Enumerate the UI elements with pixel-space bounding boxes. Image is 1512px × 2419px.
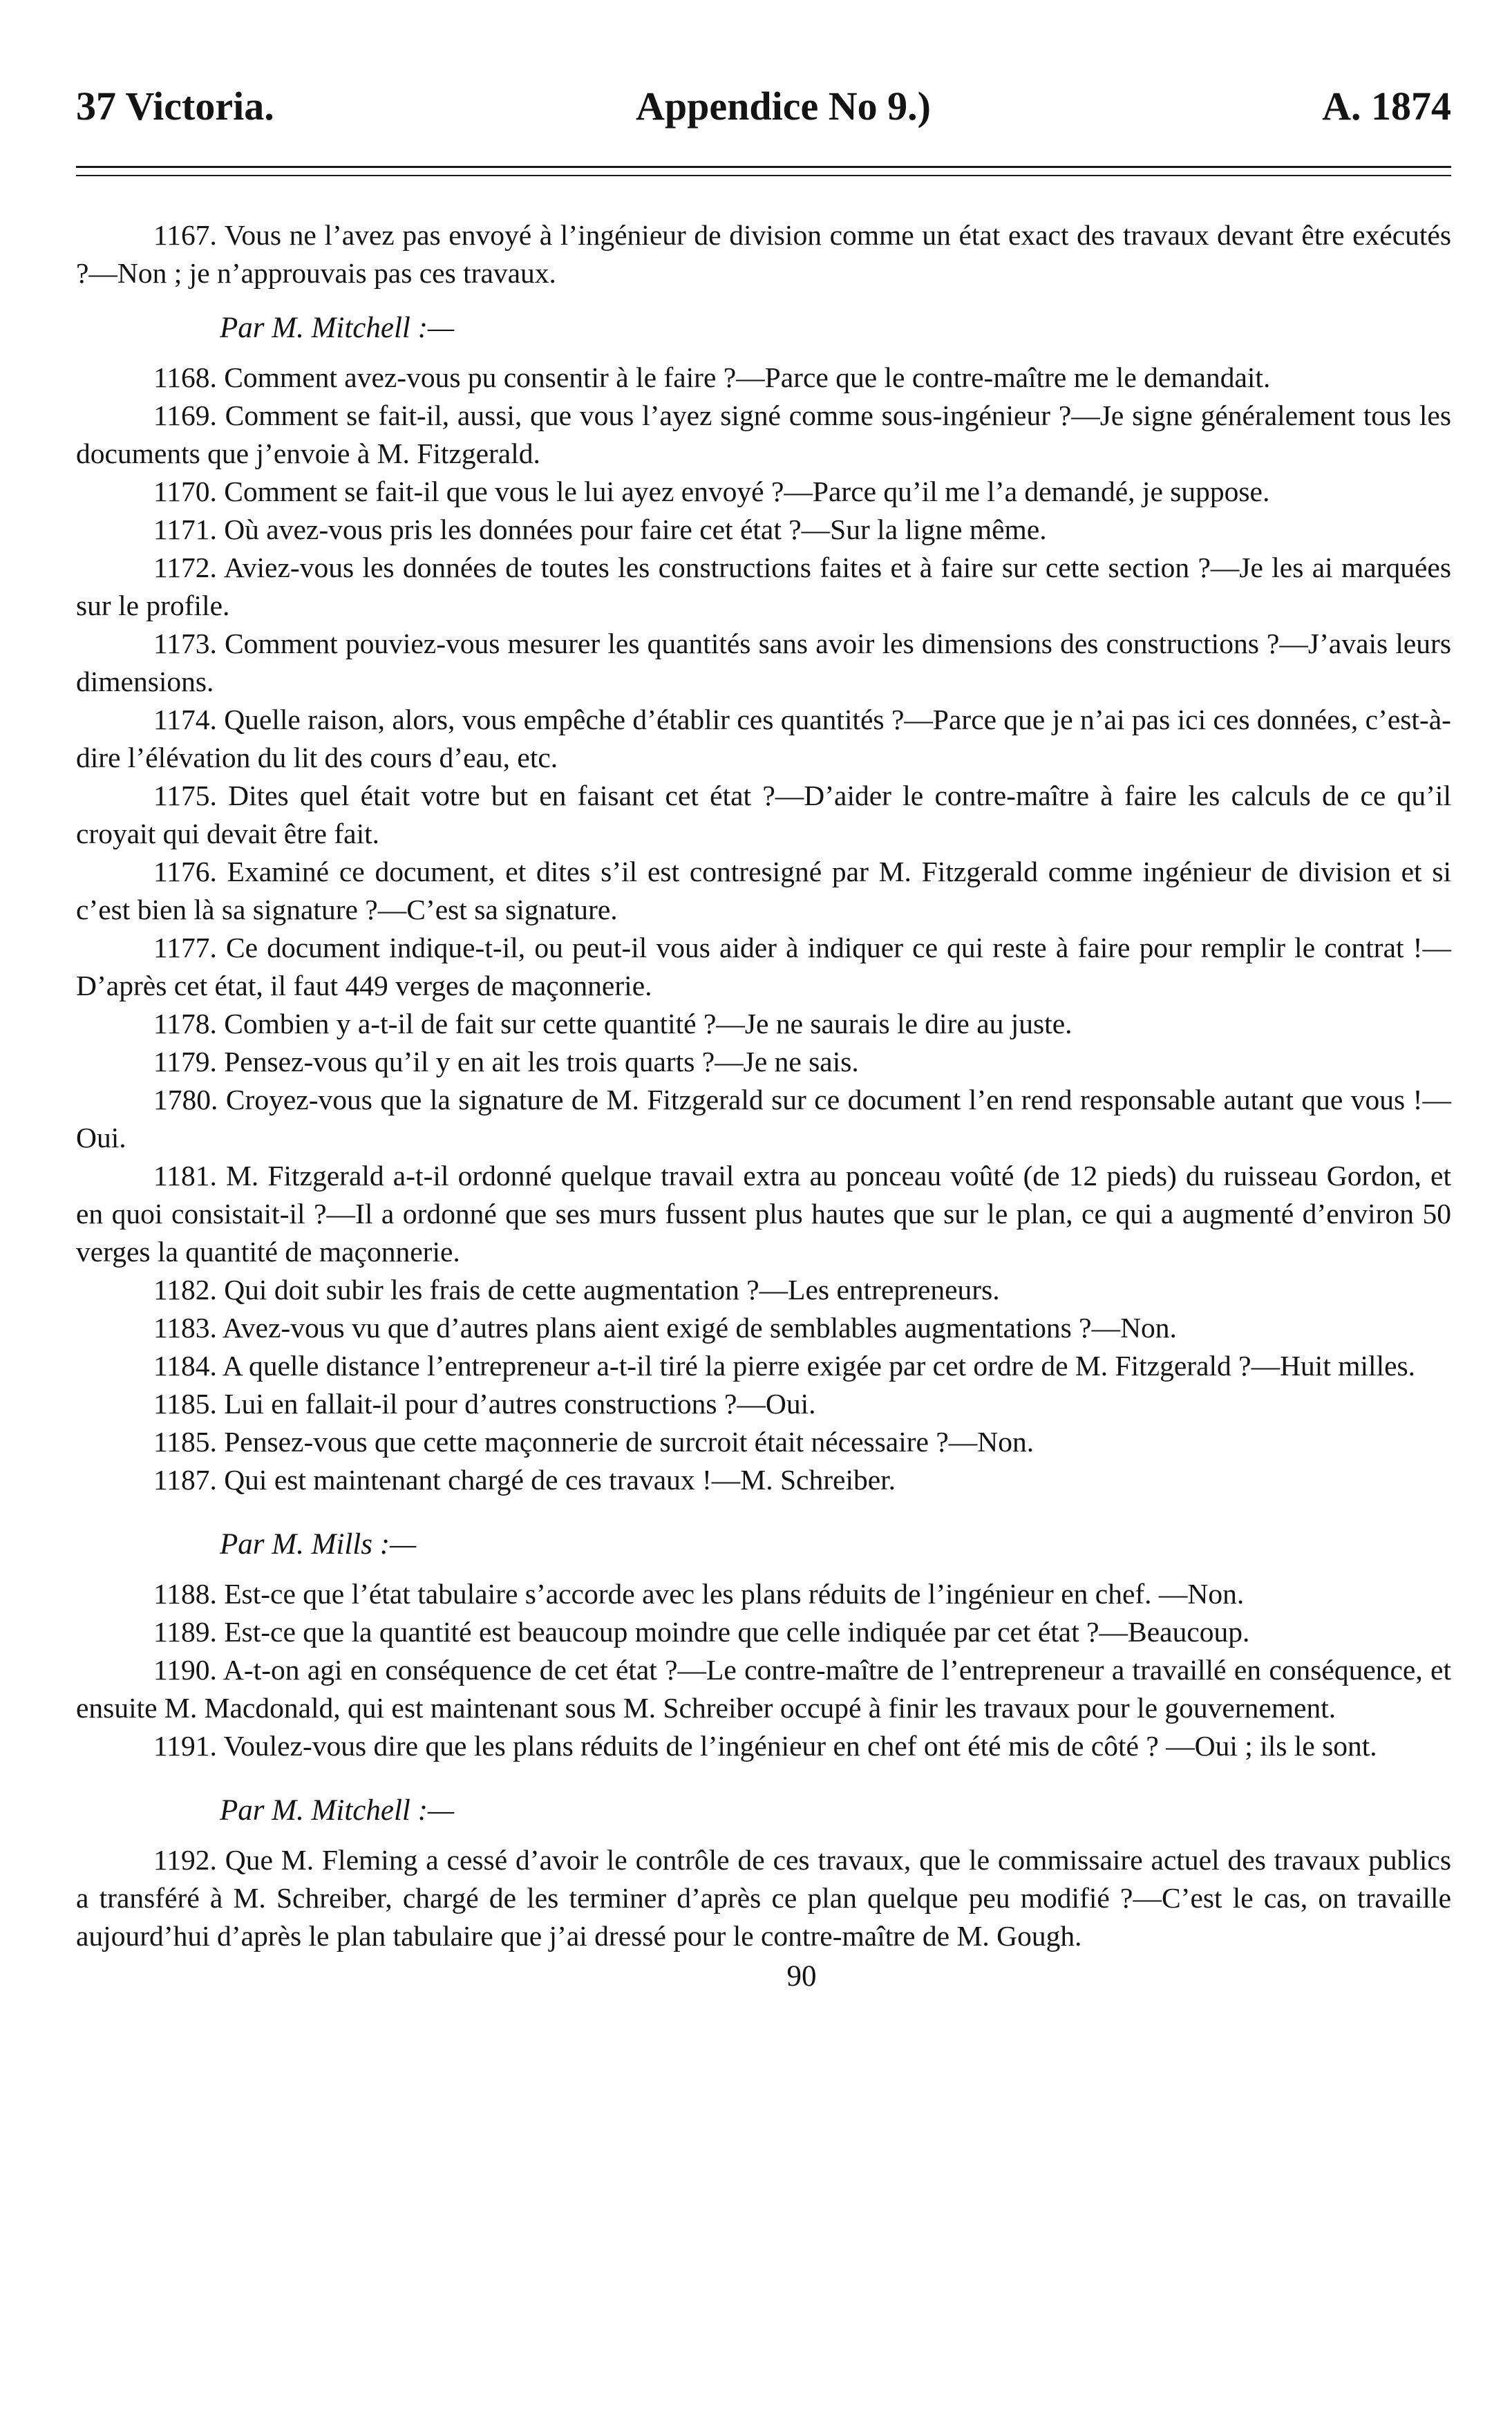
question-answer-paragraph: 1169. Comment se fait-il, aussi, que vous l’ayez signé comme sous-ingénieur ?—Je signe généralement tous les documents que j’envoie à M. Fitzgerald. bbox=[76, 399, 1451, 469]
question-answer-paragraph: 1172. Aviez-vous les données de toutes les constructions faites et à faire sur cette section ?—Je les ai marquées sur le profile. bbox=[76, 552, 1451, 621]
header-session: 37 Victoria. bbox=[76, 84, 274, 129]
question-answer-paragraph: 1184. A quelle distance l’entrepreneur a-t-il tiré la pierre exigée par cet ordre de M. Fitzgerald ?—Huit milles. bbox=[153, 1350, 1416, 1382]
testimony-body bbox=[76, 216, 1451, 1955]
question-answer-paragraph: 1185. Lui en fallait-il pour d’autres constructions ?—Oui. bbox=[153, 1388, 816, 1420]
document-page bbox=[76, 83, 1451, 1993]
question-answer-paragraph: 1176. Examiné ce document, et dites s’il est contresigné par M. Fitzgerald comme ingénieur de division et si c’est bien là sa signature ?—C’est sa signature. bbox=[76, 856, 1451, 925]
question-answer-paragraph: 1190. A-t-on agi en conséquence de cet état ?—Le contre-maître de l’entrepreneur a travaillé en conséquence, et ensuite M. Macdonald, qui est maintenant sous M. Schreiber occupé à finir les travaux pour le gouvernement. bbox=[76, 1654, 1451, 1724]
question-answer-paragraph: 1173. Comment pouviez-vous mesurer les quantités sans avoir les dimensions des constructions ?—J’avais leurs dimensions. bbox=[76, 628, 1451, 697]
question-answer-paragraph: 1188. Est-ce que l’état tabulaire s’accorde avec les plans réduits de l’ingénieur en chef. —Non. bbox=[153, 1578, 1245, 1610]
question-answer-paragraph: 1179. Pensez-vous qu’il y en ait les trois quarts ?—Je ne sais. bbox=[153, 1046, 859, 1077]
question-answer-paragraph: 1171. Où avez-vous pris les données pour faire cet état ?—Sur la ligne même. bbox=[153, 514, 1047, 545]
speaker-heading: Par M. Mitchell :— bbox=[220, 1794, 455, 1827]
page-number: 90 bbox=[786, 1960, 817, 1993]
question-answer-paragraph: 1191. Voulez-vous dire que les plans réduits de l’ingénieur en chef ont été mis de côté ? —Oui ; ils le sont. bbox=[153, 1730, 1377, 1762]
question-answer-paragraph: 1170. Comment se fait-il que vous le lui ayez envoyé ?—Parce qu’il me l’a demandé, je suppose. bbox=[153, 476, 1270, 507]
question-answer-paragraph: 1175. Dites quel était votre but en faisant cet état ?—D’aider le contre-maître à faire les calculs de ce qu’il croyait qui devait être fait. bbox=[76, 780, 1451, 849]
question-answer-paragraph: 1187. Qui est maintenant chargé de ces travaux !—M. Schreiber. bbox=[153, 1464, 896, 1496]
question-answer-paragraph: 1178. Combien y a-t-il de fait sur cette quantité ?—Je ne saurais le dire au juste. bbox=[153, 1008, 1072, 1039]
header-year: A. 1874 bbox=[1322, 84, 1451, 129]
question-answer-paragraph: 1182. Qui doit subir les frais de cette augmentation ?—Les entrepreneurs. bbox=[153, 1274, 1000, 1306]
question-answer-paragraph: 1174. Quelle raison, alors, vous empêche d’établir ces quantités ?—Parce que je n’ai pas ici ces données, c’est-à-dire l’élévation du lit des cours d’eau, etc. bbox=[76, 704, 1451, 773]
question-answer-paragraph: 1167. Vous ne l’avez pas envoyé à l’ingénieur de division comme un état exact des travaux devant être exécutés ?—Non ; je n’approuvais pas ces travaux. bbox=[76, 219, 1451, 289]
question-answer-paragraph: 1185. Pensez-vous que cette maçonnerie de surcroit était nécessaire ?—Non. bbox=[153, 1426, 1034, 1458]
question-answer-paragraph: 1181. M. Fitzgerald a-t-il ordonné quelque travail extra au ponceau voûté (de 12 pieds) du ruisseau Gordon, et en quoi consistait-il ?—Il a ordonné que ses murs fussent plus hautes que sur le plan, ce qui a augmenté d’environ 50 verges la quantité de maçonnerie. bbox=[76, 1160, 1451, 1268]
header-rule-top bbox=[76, 166, 1451, 168]
question-answer-paragraph: 1780. Croyez-vous que la signature de M. Fitzgerald sur ce document l’en rend responsable autant que vous !—Oui. bbox=[76, 1084, 1451, 1154]
question-answer-paragraph: 1177. Ce document indique-t-il, ou peut-il vous aider à indiquer ce qui reste à faire pour remplir le contrat !—D’après cet état, il faut 449 verges de maçonnerie. bbox=[76, 932, 1451, 1001]
question-answer-paragraph: 1183. Avez-vous vu que d’autres plans aient exigé de semblables augmentations ?—Non. bbox=[153, 1312, 1177, 1344]
running-header bbox=[76, 83, 1451, 138]
header-appendix: Appendice No 9.) bbox=[636, 84, 931, 129]
question-answer-paragraph: 1189. Est-ce que la quantité est beaucoup moindre que celle indiquée par cet état ?—Beaucoup. bbox=[153, 1616, 1250, 1648]
speaker-heading: Par M. Mills :— bbox=[220, 1528, 417, 1561]
question-answer-paragraph: 1192. Que M. Fleming a cessé d’avoir le contrôle de ces travaux, que le commissaire actuel des travaux publics a transféré à M. Schreiber, chargé de les terminer d’après ce plan quelque peu modifié ?—C’est le cas, on travaille aujourd’hui d’après le plan tabulaire que j’ai dressé pour le contre-maître de M. Gough. bbox=[76, 1844, 1451, 1952]
speaker-heading: Par M. Mitchell :— bbox=[220, 312, 455, 344]
header-rule-bottom bbox=[76, 175, 1451, 176]
question-answer-paragraph: 1168. Comment avez-vous pu consentir à le faire ?—Parce que le contre-maître me le demandait. bbox=[153, 361, 1271, 393]
